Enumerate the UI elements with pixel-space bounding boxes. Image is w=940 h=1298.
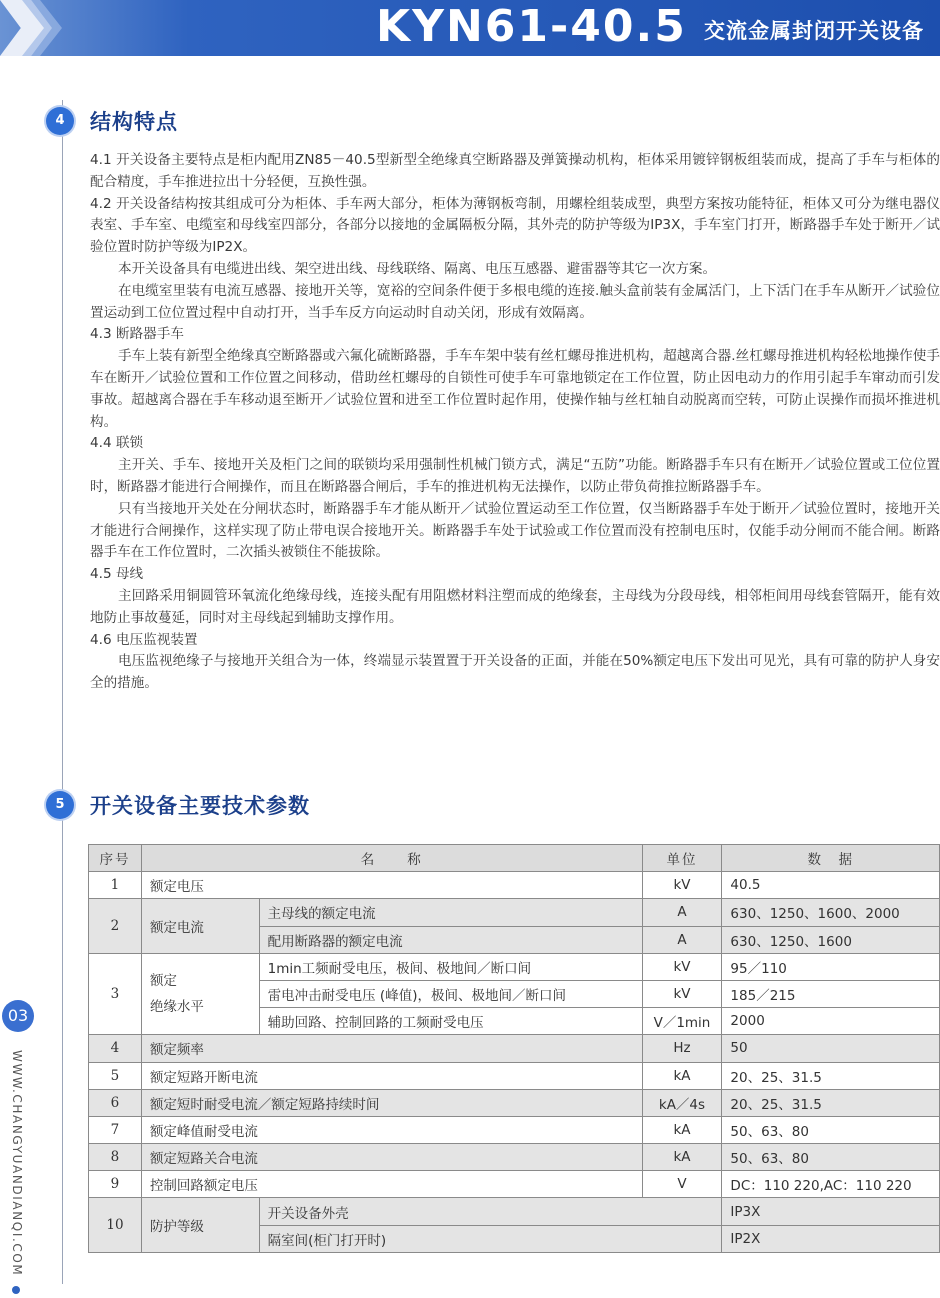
- row-unit: A: [642, 926, 722, 953]
- row-subname: 隔室间(柜门打开时): [259, 1225, 722, 1252]
- row-value: 50: [722, 1035, 940, 1062]
- row-value: 630、1250、1600: [722, 926, 940, 953]
- section-number-badge: 5: [46, 791, 74, 819]
- paragraph: 电压监视绝缘子与接地开关组合为一体，终端显示装置置于开关设备的正面，并能在50%额定电压下发出可见光，具有可靠的防护人身安全的措施。: [90, 653, 940, 692]
- section-4-body: [90, 150, 940, 695]
- paragraph: 4.2 开关设备结构按其组成可分为柜体、手车两大部分，柜体为薄钢板弯制，用螺栓组装成型，典型方案按功能特征，柜体又可分为继电器仪表室、手车室、电缆室和母线室四部分，各部分以接地的金属隔板分隔，其外壳的防护等级为IP3X，手车室门打开，断路器手车处于断开／试验位置时防护等级为IP2X。: [90, 195, 940, 256]
- row-seq: 3: [89, 953, 142, 1035]
- row-subname: 辅助回路、控制回路的工频耐受电压: [259, 1008, 642, 1035]
- row-value: 95／110: [722, 953, 940, 980]
- model-title: KYN61-40.5: [376, 1, 687, 52]
- section-title: 结构特点: [90, 110, 178, 134]
- row-value: 50、63、80: [722, 1116, 940, 1143]
- row-value: 40.5: [722, 872, 940, 899]
- product-name: 交流金属封闭开关设备: [704, 19, 924, 43]
- row-name: [141, 953, 259, 1035]
- row-subname: 雷电冲击耐受电压 (峰值)，极间、极地间／断口间: [259, 980, 642, 1007]
- section-number-badge: 4: [46, 107, 74, 135]
- row-unit: kV: [642, 980, 722, 1007]
- paragraph: 本开关设备具有电缆进出线、架空进出线、母线联络、隔离、电压互感器、避雷器等其它一次方案。: [118, 260, 717, 277]
- paragraph: 手车上装有新型全绝缘真空断路器或六氟化硫断路器，手车车架中装有丝杠螺母推进机构，超越离合器.丝杠螺母推进机构轻松地操作使手车在断开／试验位置和工作位置之间移动，借助丝杠螺母的自锁性可使手车可靠地锁定在工作位置，防止因电动力的作用引起手车窜动而引发事故。超越离合器在手车移动退至断开／试验位置和进至工作位置时起作用，使操作轴与丝杠轴自动脱离而空转，可防止误操作而损坏推进机构。: [90, 348, 940, 430]
- table-header-row: [89, 845, 940, 872]
- margin-line: [62, 100, 63, 1284]
- row-seq: 7: [89, 1116, 142, 1143]
- subheading: 4.5 母线: [90, 566, 144, 583]
- parameters-table: [88, 844, 940, 1253]
- table-row: [89, 1116, 940, 1143]
- row-name: 控制回路额定电压: [141, 1171, 642, 1198]
- row-unit: V: [642, 1171, 722, 1198]
- row-value: 50、63、80: [722, 1144, 940, 1171]
- row-value: IP2X: [722, 1225, 940, 1252]
- subheading: 4.4 联锁: [90, 435, 144, 452]
- row-name: 额定电压: [141, 872, 642, 899]
- row-seq: 5: [89, 1062, 142, 1089]
- row-name-line1: 额定: [149, 973, 177, 990]
- paragraph: 4.1 开关设备主要特点是柜内配用ZN85－40.5型新型全绝缘真空断路器及弹簧操动机构，柜体采用镀锌钢板组装而成，提高了手车与柜体的配合精度，手车推进拉出十分轻便，互换性强。: [90, 152, 940, 190]
- subheading: 4.3 断路器手车: [90, 326, 184, 343]
- table-row: [89, 1035, 940, 1062]
- paragraph: 在电缆室里装有电流互感器、接地开关等，宽裕的空间条件便于多根电缆的连接.触头盒前装有金属活门，上下活门在手车从断开／试验位置运动到工位位置过程中自动打开，当手车反方向运动时自动关闭，形成有效隔离。: [90, 282, 940, 321]
- section-title: 开关设备主要技术参数: [90, 794, 310, 818]
- row-unit: kV: [642, 953, 722, 980]
- row-value: DC：110 220,AC：110 220: [722, 1171, 940, 1198]
- row-name: 额定电流: [141, 899, 259, 953]
- row-unit: kA: [642, 1144, 722, 1171]
- row-value: 630、1250、1600、2000: [722, 899, 940, 926]
- row-name-line2: 绝缘水平: [149, 999, 204, 1016]
- row-unit: V／1min: [642, 1008, 722, 1035]
- paragraph: 只有当接地开关处在分闸状态时，断路器手车才能从断开／试验位置运动至工作位置，仅当断路器手车处于断开／试验位置时，接地开关才能进行合闸操作，这样实现了防止带电误合接地开关。断路器手车处于试验或工作位置而没有控制电压时，仅能手动分闸而不能合闸。断路器手车在工作位置时，二次插头被锁住不能拔除。: [90, 500, 940, 561]
- row-seq: 2: [89, 899, 142, 953]
- row-subname: 开关设备外壳: [259, 1198, 722, 1225]
- table-row: [89, 899, 940, 926]
- header-unit: 单位: [642, 845, 722, 872]
- table-row: [89, 872, 940, 899]
- row-unit: kA／4s: [642, 1089, 722, 1116]
- row-seq: 8: [89, 1144, 142, 1171]
- row-unit: kV: [642, 872, 722, 899]
- table-row: [89, 1062, 940, 1089]
- website-url: WWW.CHANGYUANDIANQI.COM: [10, 1050, 24, 1277]
- header-name: 名 称: [141, 845, 642, 872]
- row-seq: 4: [89, 1035, 142, 1062]
- page-number: 03: [2, 1000, 34, 1032]
- row-value: 20、25、31.5: [722, 1062, 940, 1089]
- row-subname: 主母线的额定电流: [259, 899, 642, 926]
- row-value: 2000: [722, 1008, 940, 1035]
- row-seq: 9: [89, 1171, 142, 1198]
- table-row: [89, 953, 940, 980]
- row-unit: Hz: [642, 1035, 722, 1062]
- row-unit: A: [642, 899, 722, 926]
- row-value: 20、25、31.5: [722, 1089, 940, 1116]
- row-name: 额定峰值耐受电流: [141, 1116, 642, 1143]
- row-name: 额定短时耐受电流／额定短路持续时间: [141, 1089, 642, 1116]
- row-name: 额定短路关合电流: [141, 1144, 642, 1171]
- row-name: 防护等级: [141, 1198, 259, 1252]
- table-row: [89, 1089, 940, 1116]
- row-unit: kA: [642, 1116, 722, 1143]
- row-subname: 1min工频耐受电压，极间、极地间／断口间: [259, 953, 642, 980]
- table-row: [89, 1198, 940, 1225]
- row-seq: 1: [89, 872, 142, 899]
- table-row: [89, 1171, 940, 1198]
- header-seq: 序号: [89, 845, 142, 872]
- paragraph: 主回路采用铜圆管环氧流化绝缘母线，连接头配有用阻燃材料注塑而成的绝缘套，主母线为分段母线，相邻柜间用母线套管隔开，能有效地防止事故蔓延，同时对主母线起到辅助支撑作用。: [90, 587, 940, 626]
- row-unit: kA: [642, 1062, 722, 1089]
- table-row: [89, 1144, 940, 1171]
- header-value: 数 据: [722, 845, 940, 872]
- section-heading-4: [46, 106, 178, 136]
- subheading: 4.6 电压监视装置: [90, 631, 198, 648]
- row-name: 额定频率: [141, 1035, 642, 1062]
- row-value: 185／215: [722, 980, 940, 1007]
- section-heading-5: [46, 790, 310, 820]
- row-seq: 6: [89, 1089, 142, 1116]
- row-seq: 10: [89, 1198, 142, 1252]
- row-name: 额定短路开断电流: [141, 1062, 642, 1089]
- bullet-dot-icon: [12, 1286, 20, 1294]
- header-banner: [0, 0, 940, 56]
- paragraph: 主开关、手车、接地开关及柜门之间的联锁均采用强制性机械门锁方式，满足“五防”功能。断路器手车只有在断开／试验位置或工位位置时，断路器才能进行合闸操作，而且在断路器合闸后，手车的推进机构无法操作，以防止带负荷推拉断路器手车。: [90, 457, 940, 495]
- row-value: IP3X: [722, 1198, 940, 1225]
- row-subname: 配用断路器的额定电流: [259, 926, 642, 953]
